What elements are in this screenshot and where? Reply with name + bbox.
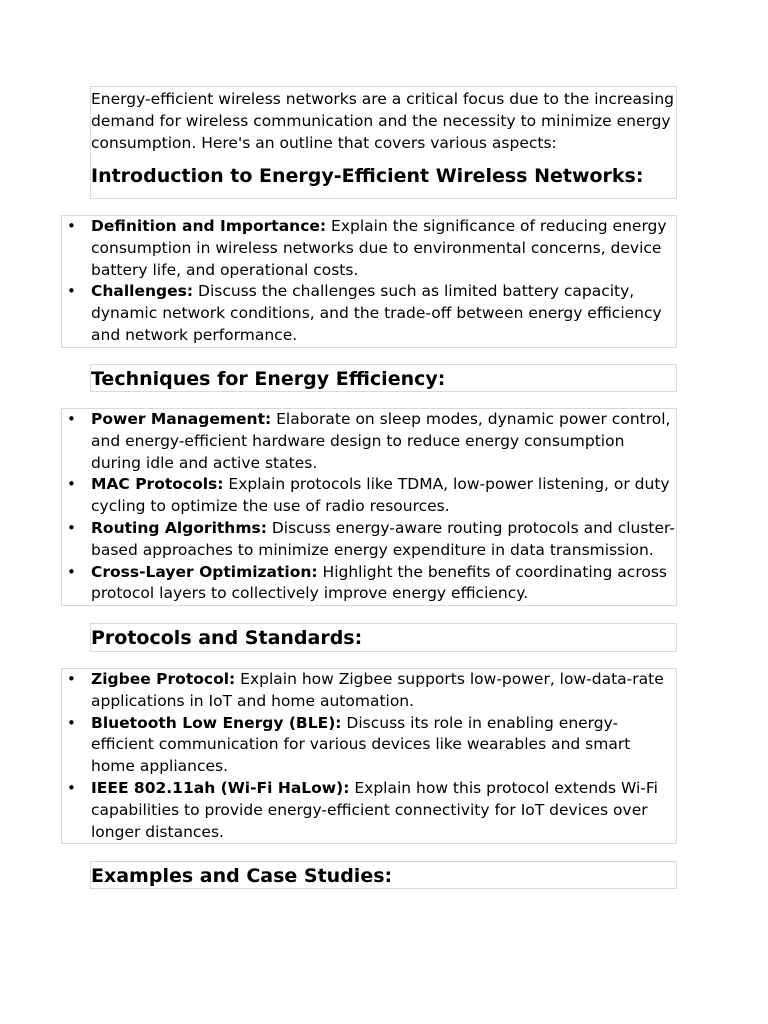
list-item-term: IEEE 802.11ah (Wi-Fi HaLow):: [91, 778, 350, 797]
list-item-term: Definition and Importance:: [91, 217, 327, 235]
list-item-routing-algorithms: [62, 518, 676, 562]
list-item-power-management: [62, 409, 676, 474]
techniques-bullet-list: [62, 409, 676, 605]
protocols-bullet-list: [62, 669, 676, 843]
bullet-icon: •: [67, 713, 76, 732]
bullet-icon: •: [67, 410, 76, 428]
list-item-text: Discuss the challenges such as limited battery capacity, dynamic network conditions, and the trade-off between energy efficiency and network performance.: [91, 282, 662, 344]
examples-heading: Examples and Case Studies:: [91, 865, 393, 887]
examples-heading-block: [90, 861, 677, 889]
protocols-heading-block: [90, 623, 677, 652]
techniques-heading: Techniques for Energy Efficiency:: [91, 368, 446, 390]
list-item-definition: [62, 216, 676, 281]
list-item-text: Elaborate on sleep modes, dynamic power control, and energy-efficient hardware design to reduce energy consumption during idle and active states.: [91, 410, 671, 472]
intro-heading: Introduction to Energy-Efficient Wireless Networks:: [91, 165, 644, 187]
bullet-icon: •: [67, 282, 76, 301]
bullet-icon: •: [67, 778, 76, 797]
list-item-mac-protocols: [62, 474, 676, 518]
list-item-term: Cross-Layer Optimization:: [91, 562, 318, 581]
list-item-term: Challenges:: [91, 282, 194, 301]
list-item-ble: [62, 713, 676, 778]
bullet-icon: •: [67, 562, 76, 581]
techniques-list-block: [61, 408, 677, 606]
list-item-text: Discuss energy-aware routing protocols and cluster-based approaches to minimize energy expenditure in data transmission.: [91, 518, 676, 559]
intro-bullet-list: [62, 216, 676, 347]
list-item-challenges: [62, 281, 676, 346]
list-item-term: Bluetooth Low Energy (BLE):: [91, 713, 342, 732]
list-item-text: Discuss its role in enabling energy-efficient communication for various devices like wearables and smart home appliances.: [91, 713, 631, 776]
protocols-heading: Protocols and Standards:: [91, 627, 363, 649]
list-item-zigbee: [62, 669, 676, 713]
list-item-text: Highlight the benefits of coordinating across protocol layers to collectively improve energy efficiency.: [91, 562, 667, 603]
list-item-text: Explain the significance of reducing energy consumption in wireless networks due to environmental concerns, device battery life, and operational costs.: [91, 217, 667, 279]
list-item-term: Power Management:: [91, 410, 272, 428]
protocols-list-block: [61, 668, 677, 844]
list-item-text: Explain protocols like TDMA, low-power listening, or duty cycling to optimize the use of radio resources.: [91, 475, 670, 516]
bullet-icon: •: [67, 670, 76, 688]
list-item-cross-layer: [62, 562, 676, 606]
list-item-text: Explain how this protocol extends Wi-Fi capabilities to provide energy-efficient connectivity for IoT devices over longer distances.: [91, 778, 658, 841]
list-item-wifi-halow: [62, 778, 676, 843]
intro-list-block: [61, 215, 677, 348]
list-item-term: Routing Algorithms:: [91, 518, 267, 537]
bullet-icon: •: [67, 475, 76, 494]
techniques-heading-block: [90, 364, 677, 392]
intro-paragraph: Energy-efficient wireless networks are a critical focus due to the increasing demand for wireless communication and the necessity to minimize energy consumption. Here's an outline that covers various aspects:: [91, 90, 675, 152]
bullet-icon: •: [67, 518, 76, 537]
list-item-text: Explain how Zigbee supports low-power, low-data-rate applications in IoT and home automation.: [91, 670, 664, 710]
list-item-term: Zigbee Protocol:: [91, 670, 236, 688]
intro-block: [90, 86, 677, 199]
list-item-term: MAC Protocols:: [91, 475, 224, 494]
bullet-icon: •: [67, 217, 76, 235]
